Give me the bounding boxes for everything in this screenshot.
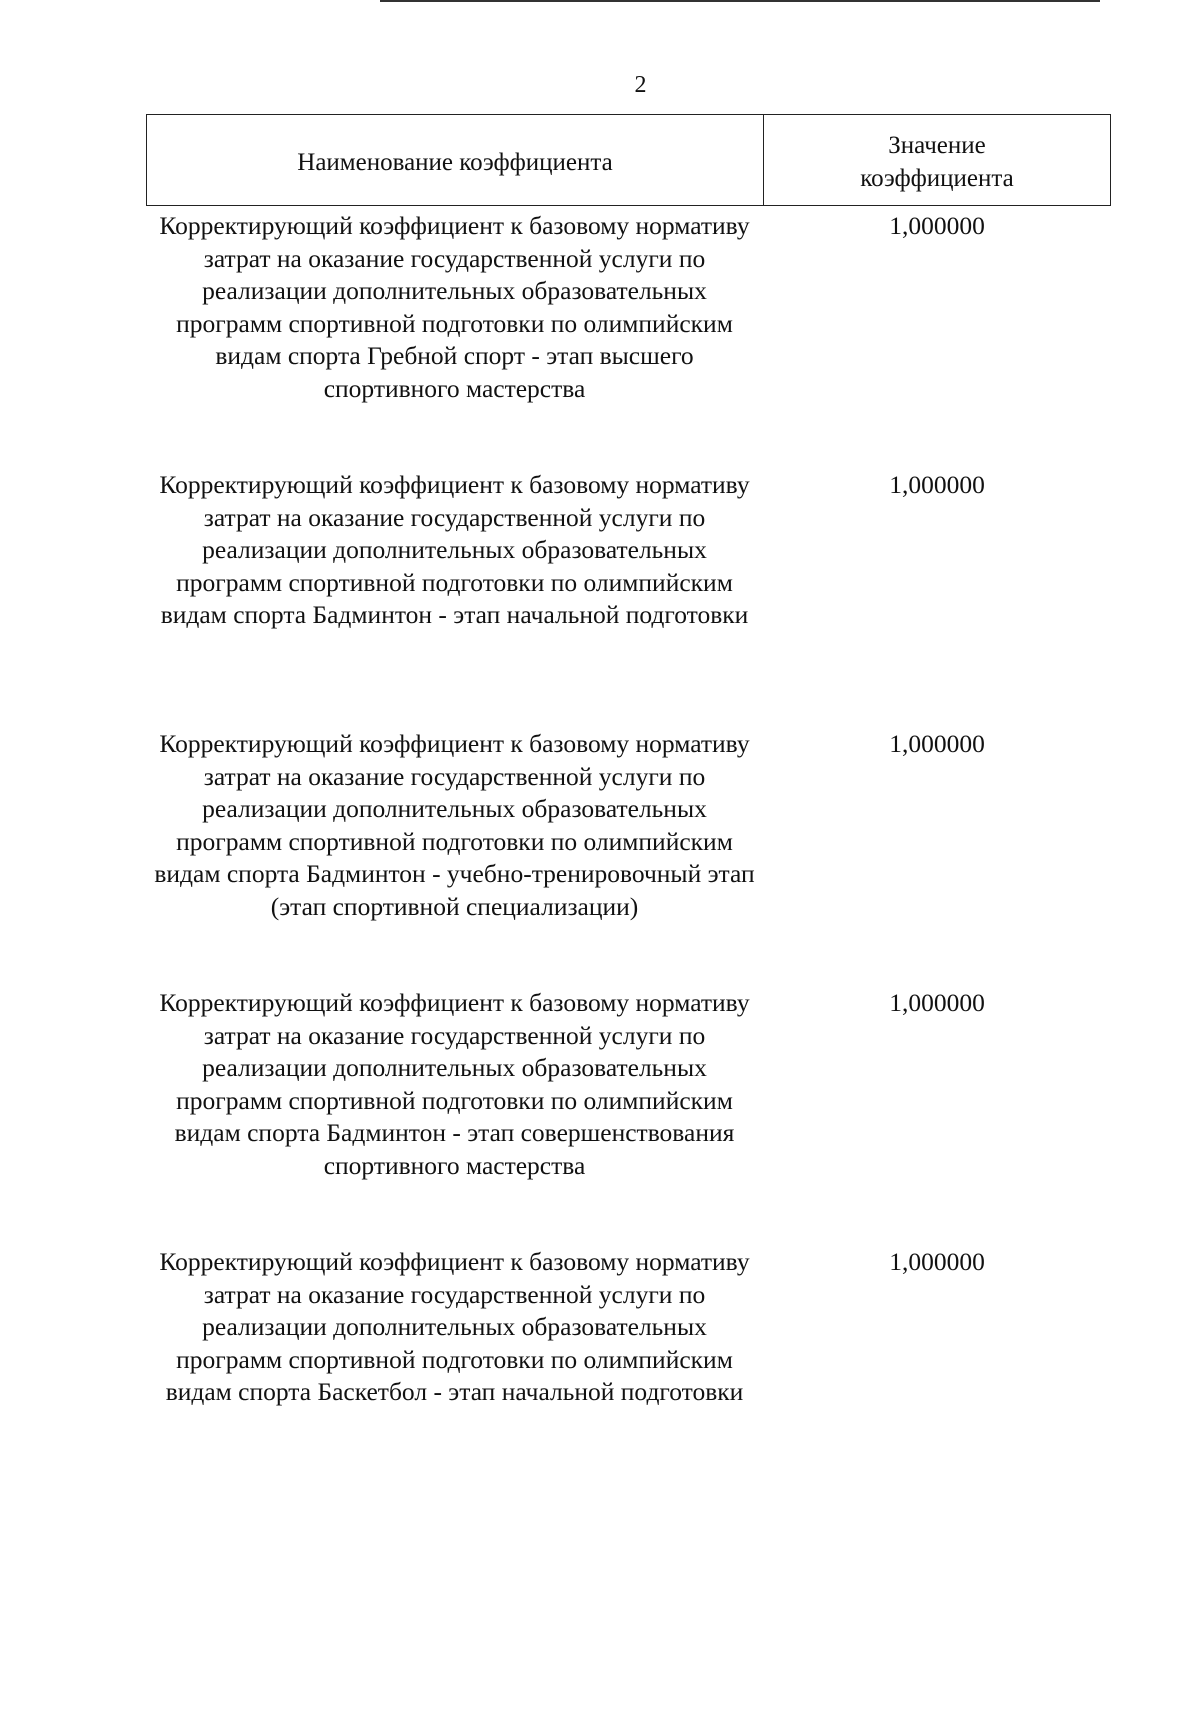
coefficient-value: 1,000000 [889, 1247, 985, 1276]
page-number: 2 [634, 72, 647, 98]
coefficient-value: 1,000000 [889, 729, 985, 758]
coefficient-value: 1,000000 [889, 470, 985, 499]
coefficient-description: Корректирующий коэффициент к базовому нормативу затрат на оказание государственной услуги по реализации дополнительных образовательных программ спортивной подготовки по олимпийским видам спорта Гребной спорт - этап высшего спортивного мастерства [159, 211, 750, 403]
coefficient-description: Корректирующий коэффициент к базовому нормативу затрат на оказание государственной услуги по реализации дополнительных образовательных программ спортивной подготовки по олимпийским видам спорта Бадминтон - этап совершенствования спортивного мастерства [159, 988, 750, 1180]
coefficient-value: 1,000000 [889, 988, 985, 1017]
header-coefficient-name: Наименование коэффициента [147, 115, 764, 205]
coefficient-description: Корректирующий коэффициент к базовому нормативу затрат на оказание государственной услуги по реализации дополнительных образовательных программ спортивной подготовки по олимпийским видам спорта Баскетбол - этап начальной подготовки [159, 1247, 750, 1407]
scan-top-rule [380, 0, 1100, 2]
coefficient-value: 1,000000 [889, 211, 985, 240]
table-header [146, 114, 1111, 206]
coefficient-description: Корректирующий коэффициент к базовому нормативу затрат на оказание государственной услуги по реализации дополнительных образовательных программ спортивной подготовки по олимпийским видам спорта Бадминтон - учебно-тренировочный этап (этап спортивной специализации) [154, 729, 755, 921]
coefficient-description: Корректирующий коэффициент к базовому нормативу затрат на оказание государственной услуги по реализации дополнительных образовательных программ спортивной подготовки по олимпийским видам спорта Бадминтон - этап начальной подготовки [159, 470, 750, 630]
header-coefficient-value [764, 115, 1110, 205]
header-coefficient-value-text: Значение коэффициента [860, 132, 1014, 192]
